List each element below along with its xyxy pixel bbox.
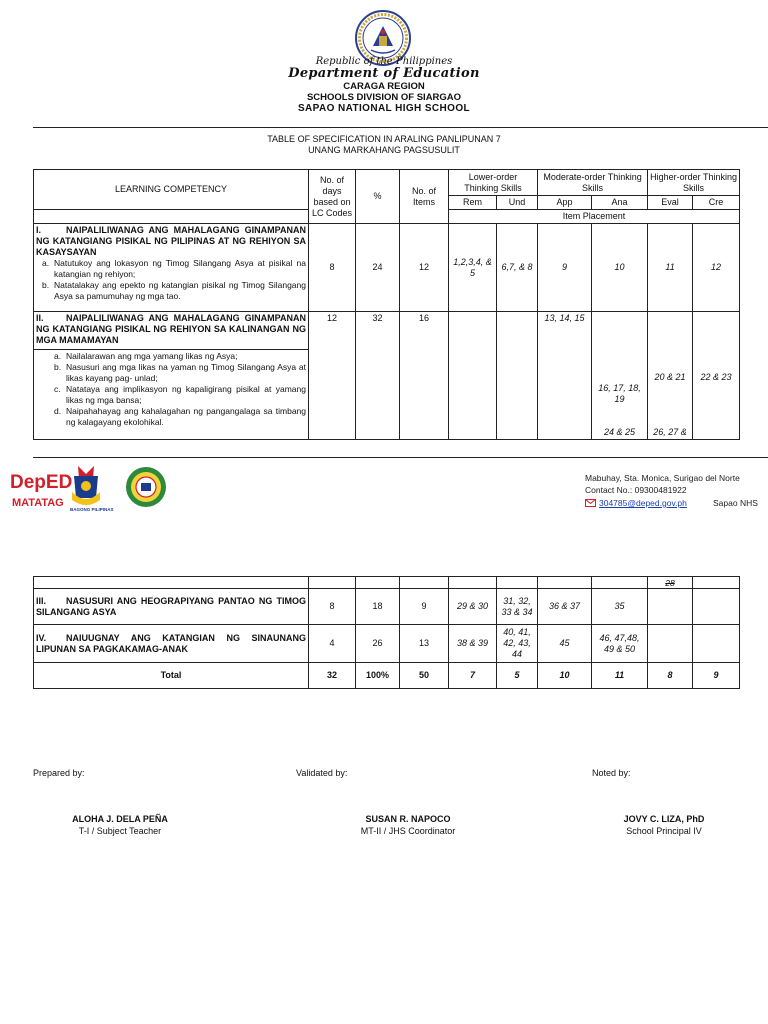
und-cell (497, 312, 538, 440)
document-subtitle: UNANG MARKAHANG PAGSUSULIT (308, 145, 460, 155)
header-lower-order: Lower-order Thinking Skills (449, 170, 538, 196)
app-cell: 36 & 37 (538, 589, 592, 625)
header-cre: Cre (693, 196, 740, 210)
items-cell: 12 (400, 224, 449, 312)
ana-values-1: 16, 17, 18, 19 (598, 383, 641, 404)
rem-cell (449, 312, 497, 440)
table-row (34, 312, 740, 350)
app-cell: 9 (538, 224, 592, 312)
header-rem: Rem (449, 196, 497, 210)
tos-table-page-1 (33, 169, 740, 440)
rem-cell: 29 & 30 (449, 589, 497, 625)
total-cre: 9 (693, 663, 740, 689)
cre-cell (693, 625, 740, 663)
competency-cell (34, 312, 309, 350)
competency-cell (34, 625, 309, 663)
total-days: 32 (309, 663, 356, 689)
footer-logos (8, 462, 168, 514)
total-rem: 7 (449, 663, 497, 689)
matatag-logo-text: MATATAG (12, 497, 64, 509)
document-title: TABLE OF SPECIFICATION IN ARALING PANLIPUNAN 7 (267, 134, 501, 144)
total-app: 10 (538, 663, 592, 689)
eval-cell: 11 (648, 224, 693, 312)
items-cell: 9 (400, 589, 449, 625)
total-ana: 11 (592, 663, 648, 689)
cre-cell (693, 312, 740, 440)
header-competency: LEARNING COMPETENCY (34, 170, 309, 210)
competency-sub: c. Natataya ang implikasyon ng kapaligirang pisikal at yamang likas ng mga bansa; (54, 384, 306, 405)
days-cell: 8 (309, 224, 356, 312)
total-items: 50 (400, 663, 449, 689)
percent-cell: 26 (356, 625, 400, 663)
prepared-label: Prepared by: (33, 768, 85, 778)
validated-label: Validated by: (296, 768, 348, 778)
und-cell: 31, 32, 33 & 34 (497, 589, 538, 625)
ana-cell (592, 312, 648, 440)
und-cell: 40, 41, 42, 43, 44 (497, 625, 538, 663)
prepared-name: ALOHA J. DELA PEÑA (72, 814, 168, 824)
prepared-position: T-I / Subject Teacher (78, 826, 162, 836)
app-cell: 45 (538, 625, 592, 663)
competency-title: III. NASUSURI ANG HEOGRAPIYANG PANTAO NG TIMOG SILANGANG ASYA (36, 595, 306, 617)
table-row (34, 589, 740, 625)
bagong-pilipinas-text: BAGONG PILIPINAS (70, 507, 114, 512)
percent-cell: 18 (356, 589, 400, 625)
school-seal-icon (126, 467, 166, 507)
items-cell: 16 (400, 312, 449, 440)
ana-cell: 10 (592, 224, 648, 312)
competency-cell (34, 589, 309, 625)
eval-values-2: 26, 27 & (653, 427, 687, 437)
eval-cell (648, 312, 693, 440)
total-und: 5 (497, 663, 538, 689)
header-school: SAPAO NATIONAL HIGH SCHOOL (297, 103, 471, 114)
table-row-total (34, 663, 740, 689)
app-cell: 13, 14, 15 (538, 312, 592, 440)
competency-sub: b. Nasusuri ang mga likas na yaman ng Timog Silangang Asya at likas kayang pag- unlad; (54, 362, 306, 383)
eval-cell (648, 589, 693, 625)
header-items: No. of Items (400, 170, 449, 224)
competency-cell (34, 224, 309, 312)
table-row (34, 224, 740, 312)
footer-school-short: Sapao NHS (713, 498, 758, 508)
table-row (34, 577, 740, 589)
tos-table-page-2 (33, 576, 740, 689)
competency-sub: a. Natutukoy ang lokasyon ng Timog Silangang Asya at pisikal na katangian ng rehiyon; (42, 258, 306, 279)
header-division: SCHOOLS DIVISION OF SIARGAO (306, 92, 462, 103)
rem-cell: 1,2,3,4, & 5 (449, 224, 497, 312)
email-link[interactable]: 304785@deped.gov.ph (599, 498, 687, 508)
header-item-placement: Item Placement (449, 210, 740, 224)
header-region: CARAGA REGION (343, 81, 425, 92)
days-cell: 8 (309, 589, 356, 625)
cre-cell (693, 589, 740, 625)
mail-icon (585, 499, 596, 507)
page-footer-divider (33, 457, 768, 458)
noted-label: Noted by: (592, 768, 631, 778)
deped-logo-text: DepED (10, 472, 73, 493)
days-cell: 4 (309, 625, 356, 663)
header-und: Und (497, 196, 538, 210)
competency-cell (34, 350, 309, 440)
rem-cell: 38 & 39 (449, 625, 497, 663)
competency-sub: b. Natatalakay ang epekto ng katangian pisikal ng Timog Silangang Asya sa pamumuhay ng mga tao. (42, 280, 306, 301)
total-eval: 8 (648, 663, 693, 689)
header-app: App (538, 196, 592, 210)
ana-values-2: 24 & 25 (604, 427, 636, 437)
eval-values-1: 20 & 21 (654, 372, 686, 382)
header-days: No. of days based on LC Codes (309, 170, 356, 224)
header-divider (33, 127, 768, 128)
ana-cell: 35 (592, 589, 648, 625)
eval-cell (648, 625, 693, 663)
eval-continued-cell: 28 (648, 577, 693, 589)
cre-values-1: 22 & 23 (700, 372, 732, 382)
table-row (34, 625, 740, 663)
noted-position: School Principal IV (626, 826, 702, 836)
header-percent: % (356, 170, 400, 224)
days-cell: 12 (309, 312, 356, 440)
header-ana: Ana (592, 196, 648, 210)
footer-contact-number: Contact No.: 09300481922 (585, 485, 687, 495)
competency-title: I. NAIPALILIWANAG ANG MAHALAGANG GINAMPANAN NG KATANGIANG PISIKAL NG PILIPINAS AT NG REHIYON SA KASAYSAYAN (36, 225, 306, 257)
header-higher-order: Higher-order Thinking Skills (648, 170, 740, 196)
ana-cell: 46, 47,48, 49 & 50 (592, 625, 648, 663)
total-percent: 100% (356, 663, 400, 689)
validated-name: SUSAN R. NAPOCO (365, 814, 451, 824)
items-cell: 13 (400, 625, 449, 663)
percent-cell: 24 (356, 224, 400, 312)
noted-name: JOVY C. LIZA, PhD (623, 814, 705, 824)
header-department: Department of Education (288, 66, 480, 81)
und-cell: 6,7, & 8 (497, 224, 538, 312)
header-spacer (34, 210, 309, 224)
competency-title: IV. NAIUUGNAY ANG KATANGIAN NG SINAUNANG LIPUNAN SA PAGKAKAMAG-ANAK (36, 632, 306, 654)
competency-sub: d. Naipahahayag ang kahalagahan ng pangangalaga sa timbang ng kalagayang ekolohikal. (54, 406, 306, 427)
header-eval: Eval (648, 196, 693, 210)
bagong-pilipinas-icon (72, 466, 100, 505)
total-label: Total (34, 663, 309, 689)
cre-cell: 12 (693, 224, 740, 312)
header-moderate-order: Moderate-order Thinking Skills (538, 170, 648, 196)
footer-email-row (585, 498, 687, 508)
validated-position: MT-II / JHS Coordinator (360, 826, 456, 836)
footer-address: Mabuhay, Sta. Monica, Surigao del Norte (585, 473, 740, 483)
percent-cell: 32 (356, 312, 400, 440)
competency-title: II. NAIPALILIWANAG ANG MAHALAGANG GINAMPANAN NG KATANGIANG PISIKAL NG REHIYON SA KALINANGAN NG MGA MAMAMAYAN (36, 313, 306, 345)
header-republic: Republic of the Philippines (315, 56, 453, 67)
competency-sub: a. Nailalarawan ang mga yamang likas ng Asya; (54, 351, 238, 361)
